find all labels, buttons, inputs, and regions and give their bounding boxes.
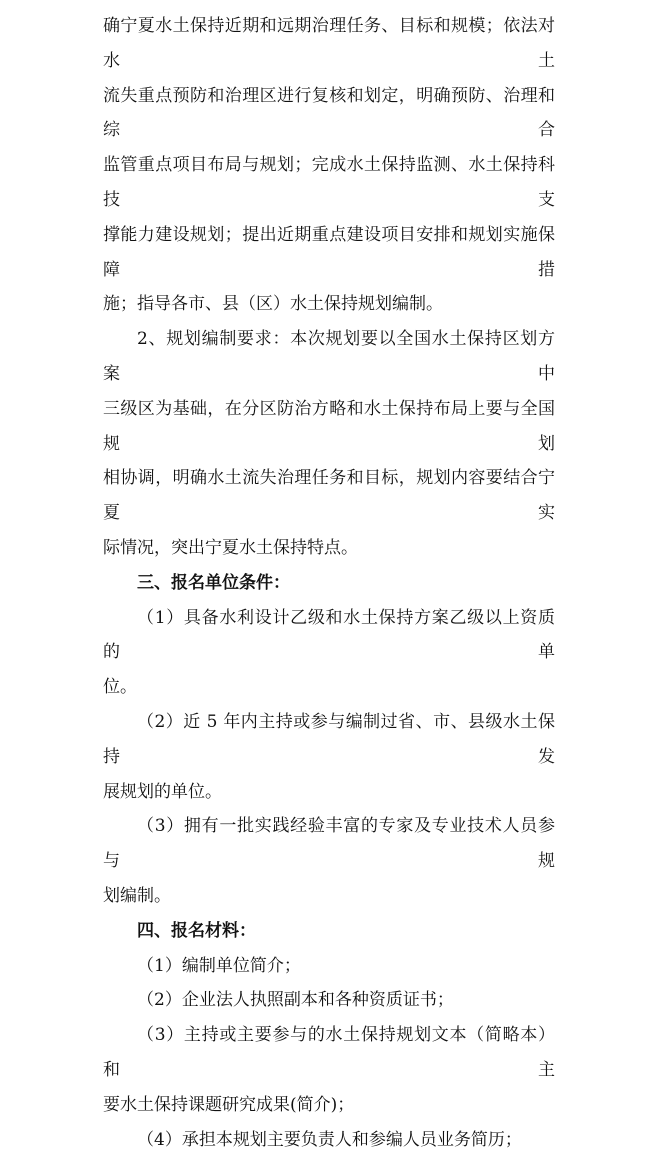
text-line: 三级区为基础，在分区防治方略和水土保持布局上要与全国规划 bbox=[103, 392, 555, 462]
text-line: （3）主持或主要参与的水土保持规划文本（简略本）和主 bbox=[103, 1018, 555, 1088]
text-line: 相协调，明确水土流失治理任务和目标，规划内容要结合宁夏实 bbox=[103, 461, 555, 531]
text-line: 位。 bbox=[103, 670, 555, 705]
text-line: 撑能力建设规划；提出近期重点建设项目安排和规划实施保障措 bbox=[103, 218, 555, 288]
text-line: （1）具备水利设计乙级和水土保持方案乙级以上资质的单 bbox=[103, 601, 555, 671]
list-item-material-1: （1）编制单位简介； bbox=[103, 949, 555, 984]
text-line: 际情况，突出宁夏水土保持特点。 bbox=[103, 531, 555, 566]
section-heading-application-materials: 四、报名材料： bbox=[103, 914, 555, 949]
text-line: 施；指导各市、县（区）水土保持规划编制。 bbox=[103, 287, 555, 322]
list-item-condition-2 bbox=[103, 705, 555, 809]
text-line: 划编制。 bbox=[103, 879, 555, 914]
paragraph-planning-tasks bbox=[103, 0, 555, 322]
list-item-material-4: （4）承担本规划主要负责人和参编人员业务简历； bbox=[103, 1123, 555, 1157]
text-line: （3）拥有一批实践经验丰富的专家及专业技术人员参与规 bbox=[103, 809, 555, 879]
text-line: 确宁夏水土保持近期和远期治理任务、目标和规模；依法对水土 bbox=[103, 9, 555, 79]
paragraph-planning-requirements bbox=[103, 322, 555, 566]
text-line: 流失重点预防和治理区进行复核和划定，明确预防、治理和综合 bbox=[103, 79, 555, 149]
section-heading-applicant-conditions: 三、报名单位条件： bbox=[103, 566, 555, 601]
document-page bbox=[103, 0, 555, 1157]
list-item-condition-1 bbox=[103, 601, 555, 705]
list-item-material-2: （2）企业法人执照副本和各种资质证书； bbox=[103, 983, 555, 1018]
text-line: 监管重点项目布局与规划；完成水土保持监测、水土保持科技支 bbox=[103, 148, 555, 218]
text-line: 要水土保持课题研究成果(简介)； bbox=[103, 1088, 555, 1123]
list-item-material-3 bbox=[103, 1018, 555, 1122]
list-item-condition-3 bbox=[103, 809, 555, 913]
text-line: 展规划的单位。 bbox=[103, 775, 555, 810]
text-line: （2）近 5 年内主持或参与编制过省、市、县级水土保持发 bbox=[103, 705, 555, 775]
text-line: 2、规划编制要求：本次规划要以全国水土保持区划方案中 bbox=[103, 322, 555, 392]
